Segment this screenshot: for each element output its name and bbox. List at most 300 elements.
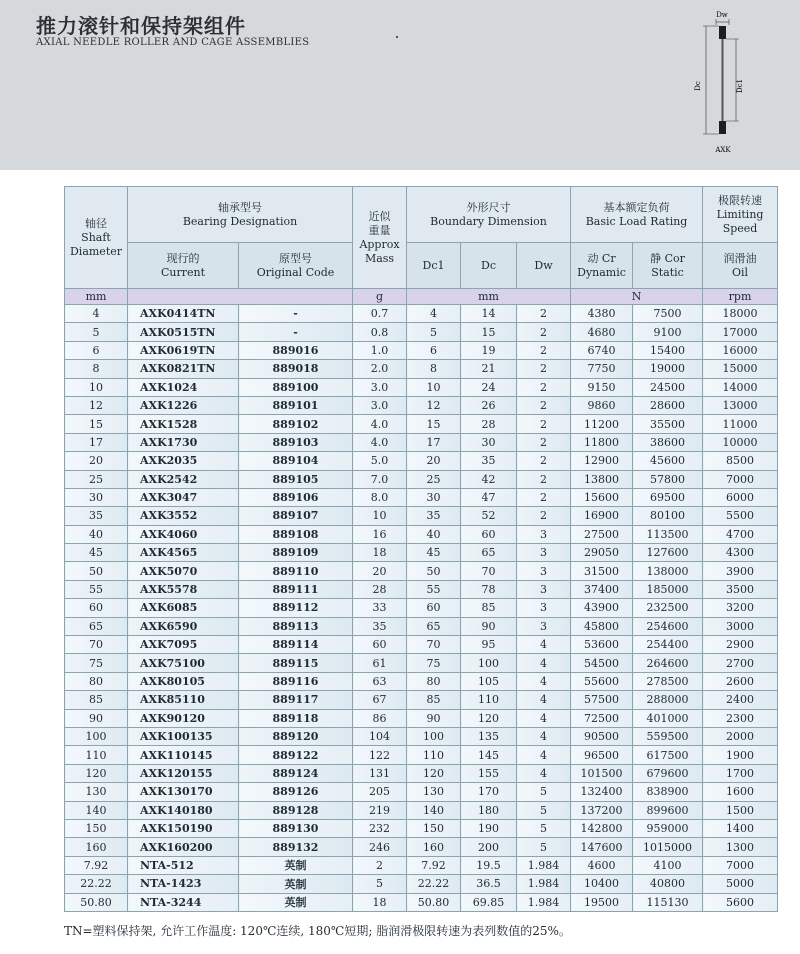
original-code-cell: 889124	[239, 764, 353, 782]
mass-cell: 16	[353, 525, 407, 543]
dc-cell: 145	[461, 746, 517, 764]
current-code-cell: AXK1024	[128, 378, 239, 396]
original-code-cell: 889126	[239, 783, 353, 801]
current-code-cell: AXK160200	[128, 838, 239, 856]
dc-cell: 60	[461, 525, 517, 543]
oil-speed-cell: 1900	[703, 746, 778, 764]
dynamic-load-cell: 54500	[571, 654, 633, 672]
current-code-header: 现行的 Current	[128, 243, 239, 289]
dc-label: Dc	[694, 81, 702, 91]
mass-cell: 63	[353, 672, 407, 690]
shaft-diameter-cell: 12	[65, 396, 128, 414]
speck	[396, 36, 398, 38]
shaft-diameter-cell: 17	[65, 433, 128, 451]
mass-cell: 2.0	[353, 360, 407, 378]
dc-cell: 95	[461, 636, 517, 654]
static-load-cell: 838900	[633, 783, 703, 801]
dc1-cell: 60	[407, 599, 461, 617]
dc-cell: 42	[461, 470, 517, 488]
mass-cell: 35	[353, 617, 407, 635]
original-code-cell: 889132	[239, 838, 353, 856]
mass-cell: 20	[353, 562, 407, 580]
boundary-dimension-header: 外形尺寸 Boundary Dimension	[407, 187, 571, 243]
dc-cell: 14	[461, 305, 517, 323]
dynamic-load-cell: 6740	[571, 341, 633, 359]
shaft-diameter-cell: 60	[65, 599, 128, 617]
dc-cell: 135	[461, 727, 517, 745]
shaft-diameter-cell: 90	[65, 709, 128, 727]
dc-cell: 69.85	[461, 893, 517, 911]
dc-header: Dc	[461, 243, 517, 289]
static-load-cell: 19000	[633, 360, 703, 378]
static-load-cell: 15400	[633, 341, 703, 359]
static-load-cell: 254600	[633, 617, 703, 635]
table-row	[65, 801, 778, 819]
static-load-cell: 38600	[633, 433, 703, 451]
unit-dimension: mm	[407, 289, 571, 305]
dw-cell: 2	[517, 415, 571, 433]
dc-cell: 200	[461, 838, 517, 856]
dw-cell: 1.984	[517, 893, 571, 911]
specification-table	[64, 186, 778, 912]
static-load-cell: 69500	[633, 488, 703, 506]
dw-cell: 1.984	[517, 856, 571, 874]
mass-cell: 33	[353, 599, 407, 617]
dc-cell: 52	[461, 507, 517, 525]
original-code-cell: -	[239, 323, 353, 341]
table-body	[65, 305, 778, 912]
shaft-diameter-cell: 65	[65, 617, 128, 635]
original-code-cell: 889120	[239, 727, 353, 745]
mass-cell: 18	[353, 544, 407, 562]
dynamic-load-cell: 29050	[571, 544, 633, 562]
dc-cell: 26	[461, 396, 517, 414]
original-code-cell: 889109	[239, 544, 353, 562]
dynamic-load-cell: 142800	[571, 819, 633, 837]
dc-cell: 21	[461, 360, 517, 378]
dc1-cell: 5	[407, 323, 461, 341]
dynamic-load-cell: 9860	[571, 396, 633, 414]
dc-cell: 19.5	[461, 856, 517, 874]
shaft-diameter-cell: 50.80	[65, 893, 128, 911]
mass-cell: 61	[353, 654, 407, 672]
oil-speed-cell: 2700	[703, 654, 778, 672]
dynamic-load-cell: 57500	[571, 691, 633, 709]
dynamic-load-cell: 55600	[571, 672, 633, 690]
basic-load-rating-header: 基本额定负荷 Basic Load Rating	[571, 187, 703, 243]
oil-speed-cell: 16000	[703, 341, 778, 359]
original-code-cell: 889104	[239, 452, 353, 470]
dynamic-load-cell: 43900	[571, 599, 633, 617]
dc1-cell: 35	[407, 507, 461, 525]
static-load-cell: 264600	[633, 654, 703, 672]
static-load-cell: 254400	[633, 636, 703, 654]
oil-speed-cell: 3000	[703, 617, 778, 635]
current-code-cell: AXK100135	[128, 727, 239, 745]
current-code-cell: NTA-1423	[128, 875, 239, 893]
table-row	[65, 488, 778, 506]
mass-cell: 131	[353, 764, 407, 782]
mass-cell: 0.7	[353, 305, 407, 323]
static-load-cell: 899600	[633, 801, 703, 819]
dw-label: Dw	[716, 11, 728, 19]
shaft-diameter-cell: 130	[65, 783, 128, 801]
current-code-cell: AXK110145	[128, 746, 239, 764]
table-row	[65, 507, 778, 525]
shaft-diameter-cell: 75	[65, 654, 128, 672]
original-code-cell: 英制	[239, 856, 353, 874]
static-load-cell: 9100	[633, 323, 703, 341]
current-code-cell: AXK1528	[128, 415, 239, 433]
dc1-cell: 80	[407, 672, 461, 690]
shaft-diameter-cell: 4	[65, 305, 128, 323]
shaft-diameter-header: 轴径 Shaft Diameter	[65, 187, 128, 289]
oil-speed-cell: 7000	[703, 470, 778, 488]
dc1-cell: 65	[407, 617, 461, 635]
static-load-cell: 288000	[633, 691, 703, 709]
mass-cell: 122	[353, 746, 407, 764]
dc-cell: 78	[461, 580, 517, 598]
dynamic-load-cell: 4680	[571, 323, 633, 341]
shaft-diameter-cell: 5	[65, 323, 128, 341]
table-row	[65, 452, 778, 470]
dc1-cell: 50	[407, 562, 461, 580]
static-load-cell: 278500	[633, 672, 703, 690]
oil-speed-cell: 1600	[703, 783, 778, 801]
original-code-cell: 889122	[239, 746, 353, 764]
dc1-cell: 45	[407, 544, 461, 562]
dw-cell: 5	[517, 819, 571, 837]
static-load-cell: 559500	[633, 727, 703, 745]
table-row	[65, 305, 778, 323]
oil-speed-cell: 1700	[703, 764, 778, 782]
original-code-cell: 889112	[239, 599, 353, 617]
dc-cell: 85	[461, 599, 517, 617]
current-code-cell: AXK4565	[128, 544, 239, 562]
static-load-cell: 35500	[633, 415, 703, 433]
dynamic-load-cell: 12900	[571, 452, 633, 470]
table-row	[65, 672, 778, 690]
oil-speed-header: 润滑油 Oil	[703, 243, 778, 289]
table-row	[65, 691, 778, 709]
dc1-label: Dc1	[736, 79, 744, 93]
table-row	[65, 378, 778, 396]
dc1-cell: 15	[407, 415, 461, 433]
table-row	[65, 819, 778, 837]
dw-cell: 4	[517, 654, 571, 672]
mass-cell: 3.0	[353, 378, 407, 396]
oil-speed-cell: 2300	[703, 709, 778, 727]
shaft-diameter-cell: 15	[65, 415, 128, 433]
current-code-cell: AXK2035	[128, 452, 239, 470]
dw-cell: 3	[517, 599, 571, 617]
mass-cell: 5.0	[353, 452, 407, 470]
original-code-cell: 889117	[239, 691, 353, 709]
current-code-cell: AXK90120	[128, 709, 239, 727]
table-row	[65, 875, 778, 893]
current-code-cell: AXK7095	[128, 636, 239, 654]
oil-speed-cell: 3900	[703, 562, 778, 580]
unit-mass: g	[353, 289, 407, 305]
dc1-cell: 75	[407, 654, 461, 672]
dw-cell: 5	[517, 783, 571, 801]
current-code-cell: AXK6085	[128, 599, 239, 617]
current-code-cell: AXK0515TN	[128, 323, 239, 341]
static-load-cell: 57800	[633, 470, 703, 488]
shaft-diameter-cell: 55	[65, 580, 128, 598]
dc-cell: 170	[461, 783, 517, 801]
dw-cell: 4	[517, 636, 571, 654]
shaft-diameter-cell: 20	[65, 452, 128, 470]
original-code-cell: 889102	[239, 415, 353, 433]
current-code-cell: AXK3047	[128, 488, 239, 506]
mass-cell: 219	[353, 801, 407, 819]
dw-cell: 4	[517, 727, 571, 745]
shaft-diameter-cell: 22.22	[65, 875, 128, 893]
shaft-diameter-cell: 70	[65, 636, 128, 654]
table-row	[65, 396, 778, 414]
current-code-cell: AXK140180	[128, 801, 239, 819]
shaft-diameter-cell: 85	[65, 691, 128, 709]
current-code-cell: AXK85110	[128, 691, 239, 709]
mass-cell: 2	[353, 856, 407, 874]
dc-cell: 110	[461, 691, 517, 709]
oil-speed-cell: 1500	[703, 801, 778, 819]
current-code-cell: AXK130170	[128, 783, 239, 801]
dc-cell: 24	[461, 378, 517, 396]
dc1-cell: 8	[407, 360, 461, 378]
shaft-diameter-cell: 10	[65, 378, 128, 396]
dynamic-load-cell: 4380	[571, 305, 633, 323]
dynamic-load-cell: 9150	[571, 378, 633, 396]
bearing-designation-header: 轴承型号 Bearing Designation	[128, 187, 353, 243]
shaft-diameter-cell: 45	[65, 544, 128, 562]
dc1-cell: 120	[407, 764, 461, 782]
table-row	[65, 433, 778, 451]
dw-cell: 2	[517, 323, 571, 341]
dc-cell: 19	[461, 341, 517, 359]
current-code-cell: AXK75100	[128, 654, 239, 672]
table-row	[65, 617, 778, 635]
dynamic-load-cell: 31500	[571, 562, 633, 580]
dw-cell: 3	[517, 580, 571, 598]
current-code-cell: AXK5070	[128, 562, 239, 580]
oil-speed-cell: 5000	[703, 875, 778, 893]
dc1-cell: 55	[407, 580, 461, 598]
static-load-cell: 45600	[633, 452, 703, 470]
current-code-cell: AXK1226	[128, 396, 239, 414]
approx-mass-header: 近似 重量 Approx Mass	[353, 187, 407, 289]
dw-cell: 1.984	[517, 875, 571, 893]
original-code-cell: 英制	[239, 893, 353, 911]
table-row	[65, 783, 778, 801]
static-load-cell: 28600	[633, 396, 703, 414]
dc-cell: 65	[461, 544, 517, 562]
dc-cell: 105	[461, 672, 517, 690]
dc1-cell: 25	[407, 470, 461, 488]
original-code-cell: 889106	[239, 488, 353, 506]
mass-cell: 5	[353, 875, 407, 893]
mass-cell: 4.0	[353, 433, 407, 451]
oil-speed-cell: 5600	[703, 893, 778, 911]
static-load-cell: 40800	[633, 875, 703, 893]
table-row	[65, 415, 778, 433]
oil-speed-cell: 1400	[703, 819, 778, 837]
dw-cell: 3	[517, 617, 571, 635]
mass-cell: 10	[353, 507, 407, 525]
original-code-cell: 889130	[239, 819, 353, 837]
shaft-diameter-cell: 40	[65, 525, 128, 543]
dc1-cell: 6	[407, 341, 461, 359]
dynamic-load-cell: 37400	[571, 580, 633, 598]
shaft-diameter-cell: 120	[65, 764, 128, 782]
oil-speed-cell: 6000	[703, 488, 778, 506]
dw-header: Dw	[517, 243, 571, 289]
dw-cell: 3	[517, 525, 571, 543]
dw-cell: 3	[517, 544, 571, 562]
oil-speed-cell: 3500	[703, 580, 778, 598]
mass-cell: 86	[353, 709, 407, 727]
oil-speed-cell: 4700	[703, 525, 778, 543]
dynamic-load-cell: 7750	[571, 360, 633, 378]
original-code-cell: 889105	[239, 470, 353, 488]
oil-speed-cell: 18000	[703, 305, 778, 323]
dynamic-load-cell: 132400	[571, 783, 633, 801]
original-code-cell: 889103	[239, 433, 353, 451]
oil-speed-cell: 15000	[703, 360, 778, 378]
dw-cell: 4	[517, 709, 571, 727]
oil-speed-cell: 3200	[703, 599, 778, 617]
static-load-cell: 138000	[633, 562, 703, 580]
dc-cell: 90	[461, 617, 517, 635]
table-row	[65, 580, 778, 598]
current-code-cell: AXK0619TN	[128, 341, 239, 359]
original-code-cell: 889115	[239, 654, 353, 672]
oil-speed-cell: 5500	[703, 507, 778, 525]
table-row	[65, 636, 778, 654]
static-load-cell: 679600	[633, 764, 703, 782]
dw-cell: 2	[517, 341, 571, 359]
mass-cell: 0.8	[353, 323, 407, 341]
dynamic-load-cell: 96500	[571, 746, 633, 764]
current-code-cell: AXK2542	[128, 470, 239, 488]
dc1-cell: 30	[407, 488, 461, 506]
table-row	[65, 838, 778, 856]
oil-speed-cell: 4300	[703, 544, 778, 562]
current-code-cell: AXK5578	[128, 580, 239, 598]
dw-cell: 4	[517, 764, 571, 782]
dc-cell: 190	[461, 819, 517, 837]
original-code-cell: 889113	[239, 617, 353, 635]
original-code-cell: 889111	[239, 580, 353, 598]
dynamic-load-cell: 53600	[571, 636, 633, 654]
dc1-cell: 12	[407, 396, 461, 414]
table-row	[65, 562, 778, 580]
dc1-cell: 150	[407, 819, 461, 837]
oil-speed-cell: 17000	[703, 323, 778, 341]
original-code-cell: 889018	[239, 360, 353, 378]
mass-cell: 4.0	[353, 415, 407, 433]
dc1-cell: 7.92	[407, 856, 461, 874]
dw-cell: 2	[517, 488, 571, 506]
original-code-cell: 889101	[239, 396, 353, 414]
dc-cell: 70	[461, 562, 517, 580]
dc1-cell: 70	[407, 636, 461, 654]
dc-cell: 35	[461, 452, 517, 470]
original-code-cell: 889108	[239, 525, 353, 543]
dynamic-load-header: 动 Cr Dynamic	[571, 243, 633, 289]
static-load-cell: 113500	[633, 525, 703, 543]
static-load-cell: 1015000	[633, 838, 703, 856]
dc-cell: 36.5	[461, 875, 517, 893]
dw-cell: 2	[517, 470, 571, 488]
static-load-cell: 115130	[633, 893, 703, 911]
limiting-speed-header: 极限转速 Limiting Speed	[703, 187, 778, 243]
dc1-cell: 20	[407, 452, 461, 470]
oil-speed-cell: 2900	[703, 636, 778, 654]
table-row	[65, 727, 778, 745]
unit-shaft: mm	[65, 289, 128, 305]
static-load-cell: 617500	[633, 746, 703, 764]
dc1-cell: 160	[407, 838, 461, 856]
oil-speed-cell: 11000	[703, 415, 778, 433]
shaft-diameter-cell: 100	[65, 727, 128, 745]
oil-speed-cell: 7000	[703, 856, 778, 874]
dw-cell: 2	[517, 396, 571, 414]
original-code-cell: 889128	[239, 801, 353, 819]
dynamic-load-cell: 45800	[571, 617, 633, 635]
table-row	[65, 323, 778, 341]
dynamic-load-cell: 147600	[571, 838, 633, 856]
dw-cell: 2	[517, 360, 571, 378]
mass-cell: 1.0	[353, 341, 407, 359]
shaft-diameter-cell: 160	[65, 838, 128, 856]
dynamic-load-cell: 10400	[571, 875, 633, 893]
shaft-diameter-cell: 35	[65, 507, 128, 525]
current-code-cell: AXK6590	[128, 617, 239, 635]
dynamic-load-cell: 101500	[571, 764, 633, 782]
dynamic-load-cell: 27500	[571, 525, 633, 543]
dc1-cell: 10	[407, 378, 461, 396]
oil-speed-cell: 2400	[703, 691, 778, 709]
current-code-cell: AXK120155	[128, 764, 239, 782]
dynamic-load-cell: 16900	[571, 507, 633, 525]
original-code-cell: 英制	[239, 875, 353, 893]
dw-cell: 2	[517, 433, 571, 451]
dw-cell: 5	[517, 801, 571, 819]
dc1-cell: 90	[407, 709, 461, 727]
mass-cell: 205	[353, 783, 407, 801]
mass-cell: 232	[353, 819, 407, 837]
dw-cell: 2	[517, 305, 571, 323]
shaft-diameter-cell: 50	[65, 562, 128, 580]
mass-cell: 60	[353, 636, 407, 654]
mass-cell: 67	[353, 691, 407, 709]
oil-speed-cell: 2600	[703, 672, 778, 690]
original-code-cell: 889116	[239, 672, 353, 690]
mass-cell: 246	[353, 838, 407, 856]
mass-cell: 7.0	[353, 470, 407, 488]
dynamic-load-cell: 19500	[571, 893, 633, 911]
table-row	[65, 544, 778, 562]
page-title-english: AXIAL NEEDLE ROLLER AND CAGE ASSEMBLIES	[36, 37, 310, 48]
static-load-cell: 7500	[633, 305, 703, 323]
current-code-cell: AXK1730	[128, 433, 239, 451]
unit-blank	[128, 289, 353, 305]
dc1-cell: 130	[407, 783, 461, 801]
footnote: TN=塑料保持架, 允许工作温度: 120℃连续, 180℃短期; 脂润滑极限转速为表列数值的25%。	[64, 924, 571, 938]
dw-cell: 2	[517, 507, 571, 525]
